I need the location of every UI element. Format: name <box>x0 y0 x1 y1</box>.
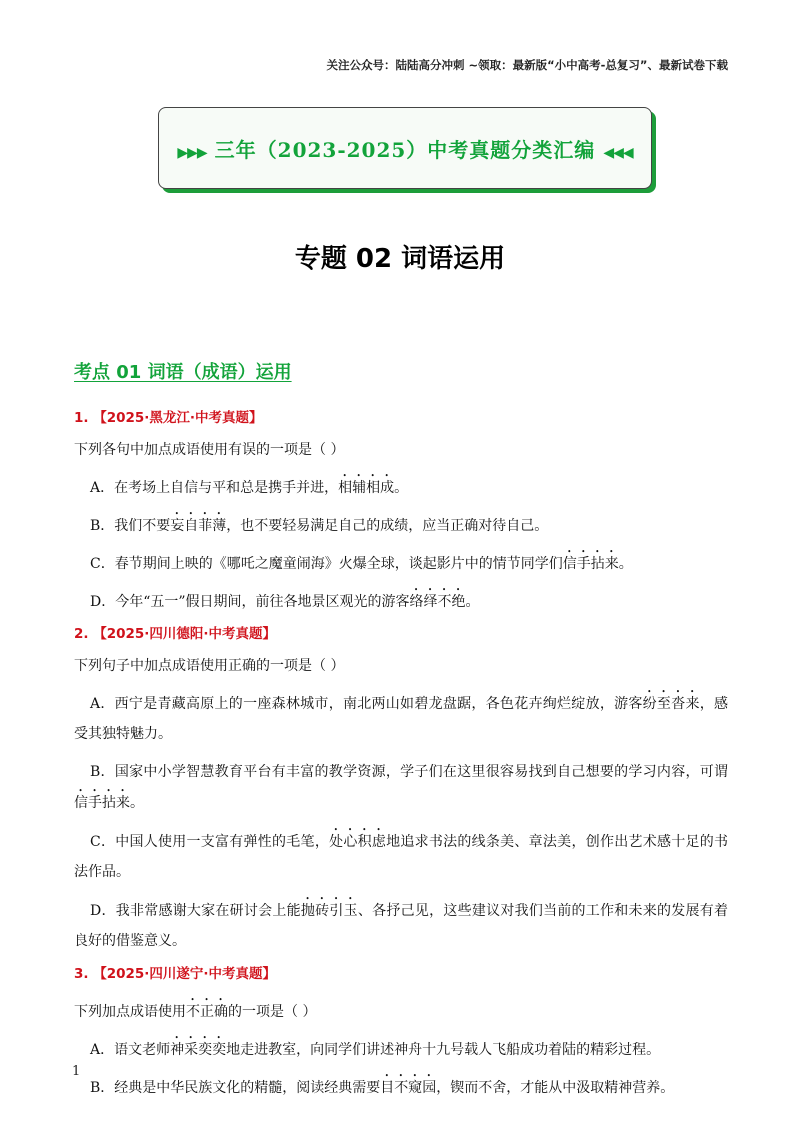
question-1-stem: 下列各句中加点成语使用有误的一项是（ ） <box>74 442 345 458</box>
question-1-source: 1. 【2025·黑龙江·中考真题】 <box>74 410 263 426</box>
question-2-option-b: B．国家中小学智慧教育平台有丰富的教学资源，学子们在这里很容易找到自己想要的学习内容，可谓信手拈来。 <box>74 764 728 811</box>
question-1-option-d: D．今年“五一”假日期间，前往各地景区观光的游客络绎不绝。 <box>90 594 480 610</box>
question-2-option-a: A．西宁是青藏高原上的一座森林城市，南北两山如碧龙盘踞，各色花卉绚烂绽放，游客纷至沓来，感受其独特魅力。 <box>74 696 729 742</box>
emphasized-idiom: 目不窥园 <box>380 1080 437 1096</box>
question-list <box>74 400 728 1110</box>
emphasized-idiom: 络绎不绝 <box>409 594 466 610</box>
header-note: 关注公众号：陆陆高分冲刺 ~领取：最新版“小中高考-总复习”、最新试卷下载 <box>326 58 728 72</box>
question-1-option-b: B．我们不要妄自菲薄，也不要轻易满足自己的成绩，应当正确对待自己。 <box>90 518 549 534</box>
emphasized-idiom: 神采奕奕 <box>170 1042 227 1058</box>
page-title: 专题 02 词语运用 <box>294 244 506 274</box>
emphasized-idiom: 抛砖引玉 <box>300 903 358 919</box>
question-2-stem: 下列句子中加点成语使用正确的一项是（ ） <box>74 658 345 674</box>
question-3-option-b: B．经典是中华民族文化的精髓，阅读经典需要目不窥园，锲而不舍，才能从中汲取精神营养。 <box>90 1080 675 1096</box>
question-2-option-c: C．中国人使用一支富有弹性的毛笔，处心积虑地追求书法的线条美、章法美，创作出艺术感十足的书法作品。 <box>74 834 729 880</box>
section-heading: 考点 01 词语（成语）运用 <box>74 362 292 383</box>
emphasized-idiom: 纷至沓来 <box>642 696 700 712</box>
emphasized-idiom: 信手拈来 <box>562 556 619 572</box>
title-banner <box>158 107 652 189</box>
question-3-stem: 下列加点成语使用不正确的一项是（ ） <box>74 1004 317 1020</box>
right-arrows-icon: ▶▶▶ <box>177 144 207 161</box>
emphasized-idiom: 妄自菲薄 <box>170 518 227 534</box>
emphasized-word: 不正确 <box>186 1004 228 1020</box>
question-2-source: 2. 【2025·四川德阳·中考真题】 <box>74 626 277 642</box>
question-3-source: 3. 【2025·四川遂宁·中考真题】 <box>74 966 277 982</box>
question-1-option-a: A．在考场上自信与平和总是携手并进，相辅相成。 <box>90 480 409 496</box>
question-1-option-c: C．春节期间上映的《哪吒之魔童闹海》火爆全球，谈起影片中的情节同学们信手拈来。 <box>90 556 633 572</box>
page-number: 1 <box>72 1064 81 1079</box>
question-2-option-d: D．我非常感谢大家在研讨会上能抛砖引玉、各抒己见，这些建议对我们当前的工作和未来的发展有着良好的借鉴意义。 <box>74 903 729 949</box>
emphasized-idiom: 信手拈来 <box>74 795 130 811</box>
question-3-option-a: A．语文老师神采奕奕地走进教室，向同学们讲述神舟十九号载人飞船成功着陆的精彩过程。 <box>90 1042 661 1058</box>
emphasized-idiom: 处心积虑 <box>329 834 387 850</box>
left-arrows-icon: ◀◀◀ <box>603 144 633 161</box>
emphasized-idiom: 相辅相成 <box>338 480 395 496</box>
banner-title: 三年（2023-2025）中考真题分类汇编 <box>214 137 596 162</box>
banner-text-group <box>169 134 640 163</box>
